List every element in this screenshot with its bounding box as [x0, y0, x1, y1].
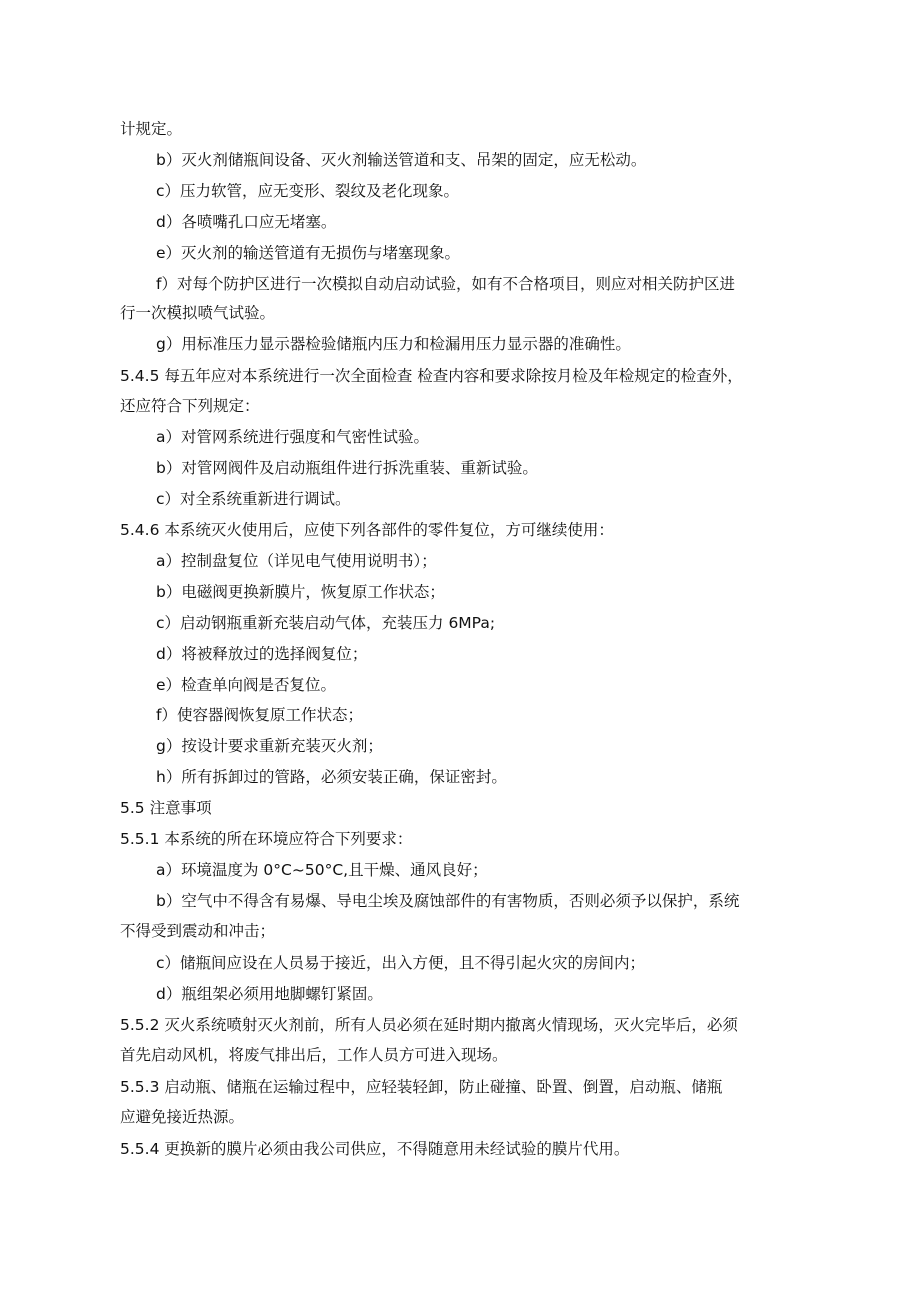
list-item: g）按设计要求重新充装灭火剂； — [156, 737, 383, 755]
list-item: f）对每个防护区进行一次模拟自动启动试验，如有不合格项目，则应对相关防护区进 — [156, 275, 735, 293]
list-item: e）灭火剂的输送管道有无损伤与堵塞现象。 — [156, 244, 461, 262]
list-item: c）压力软管，应无变形、裂纹及老化现象。 — [156, 182, 460, 200]
text-line: 首先启动风机，将废气排出后，工作人员方可进入现场。 — [120, 1046, 508, 1064]
list-item: b）对管网阀件及启动瓶组件进行拆洗重装、重新试验。 — [156, 459, 538, 477]
list-item: b）空气中不得含有易爆、导电尘埃及腐蚀部件的有害物质，否则必须予以保护，系统 — [156, 892, 740, 910]
section-paragraph: 5.5.4 更换新的膜片必须由我公司供应，不得随意用未经试验的膜片代用。 — [120, 1140, 630, 1158]
list-item: h）所有拆卸过的管路，必须安装正确，保证密封。 — [156, 768, 507, 786]
list-item: c）对全系统重新进行调试。 — [156, 490, 351, 508]
section-paragraph: 5.4.6 本系统灭火使用后，应使下列各部件的零件复位，方可继续使用： — [120, 521, 614, 539]
list-item: d）将被释放过的选择阀复位； — [156, 645, 368, 663]
list-item: a）控制盘复位（详见电气使用说明书）； — [156, 552, 437, 570]
section-paragraph: 5.4.5 每五年应对本系统进行一次全面检查 检查内容和要求除按月检及年检规定的检查外， — [120, 367, 743, 385]
section-heading: 5.5 注意事项 — [120, 799, 212, 817]
section-paragraph: 5.5.1 本系统的所在环境应符合下列要求： — [120, 830, 413, 848]
list-item: c）储瓶间应设在人员易于接近，出入方便，且不得引起火灾的房间内； — [156, 954, 646, 972]
list-item: e）检查单向阀是否复位。 — [156, 676, 337, 694]
text-line: 行一次模拟喷气试验。 — [120, 304, 276, 322]
list-item: b）灭火剂储瓶间设备、灭火剂输送管道和支、吊架的固定，应无松动。 — [156, 151, 647, 169]
text-line: 不得受到震动和冲击； — [120, 922, 276, 940]
text-line: 计规定。 — [120, 120, 183, 138]
list-item: f）使容器阀恢复原工作状态； — [156, 706, 363, 724]
text-line: 应避免接近热源。 — [120, 1108, 245, 1126]
list-item: c）启动钢瓶重新充装启动气体，充装压力 6MPa; — [156, 614, 496, 632]
list-item: d）各喷嘴孔口应无堵塞。 — [156, 213, 337, 231]
section-paragraph: 5.5.2 灭火系统喷射灭火剂前，所有人员必须在延时期内撤离火情现场，灭火完毕后，必须 — [120, 1016, 738, 1034]
list-item: d）瓶组架必须用地脚螺钉紧固。 — [156, 985, 383, 1003]
list-item: b）电磁阀更换新膜片，恢复原工作状态； — [156, 583, 445, 601]
list-item: a）对管网系统进行强度和气密性试验。 — [156, 428, 429, 446]
section-paragraph: 5.5.3 启动瓶、储瓶在运输过程中，应轻装轻卸，防止碰撞、卧置、倒置，启动瓶、储瓶 — [120, 1078, 723, 1096]
text-line: 还应符合下列规定： — [120, 397, 260, 415]
list-item: a）环境温度为 0°C~50°C,且干燥、通风良好； — [156, 861, 488, 879]
list-item: g）用标准压力显示器检验储瓶内压力和检漏用压力显示器的准确性。 — [156, 335, 631, 353]
